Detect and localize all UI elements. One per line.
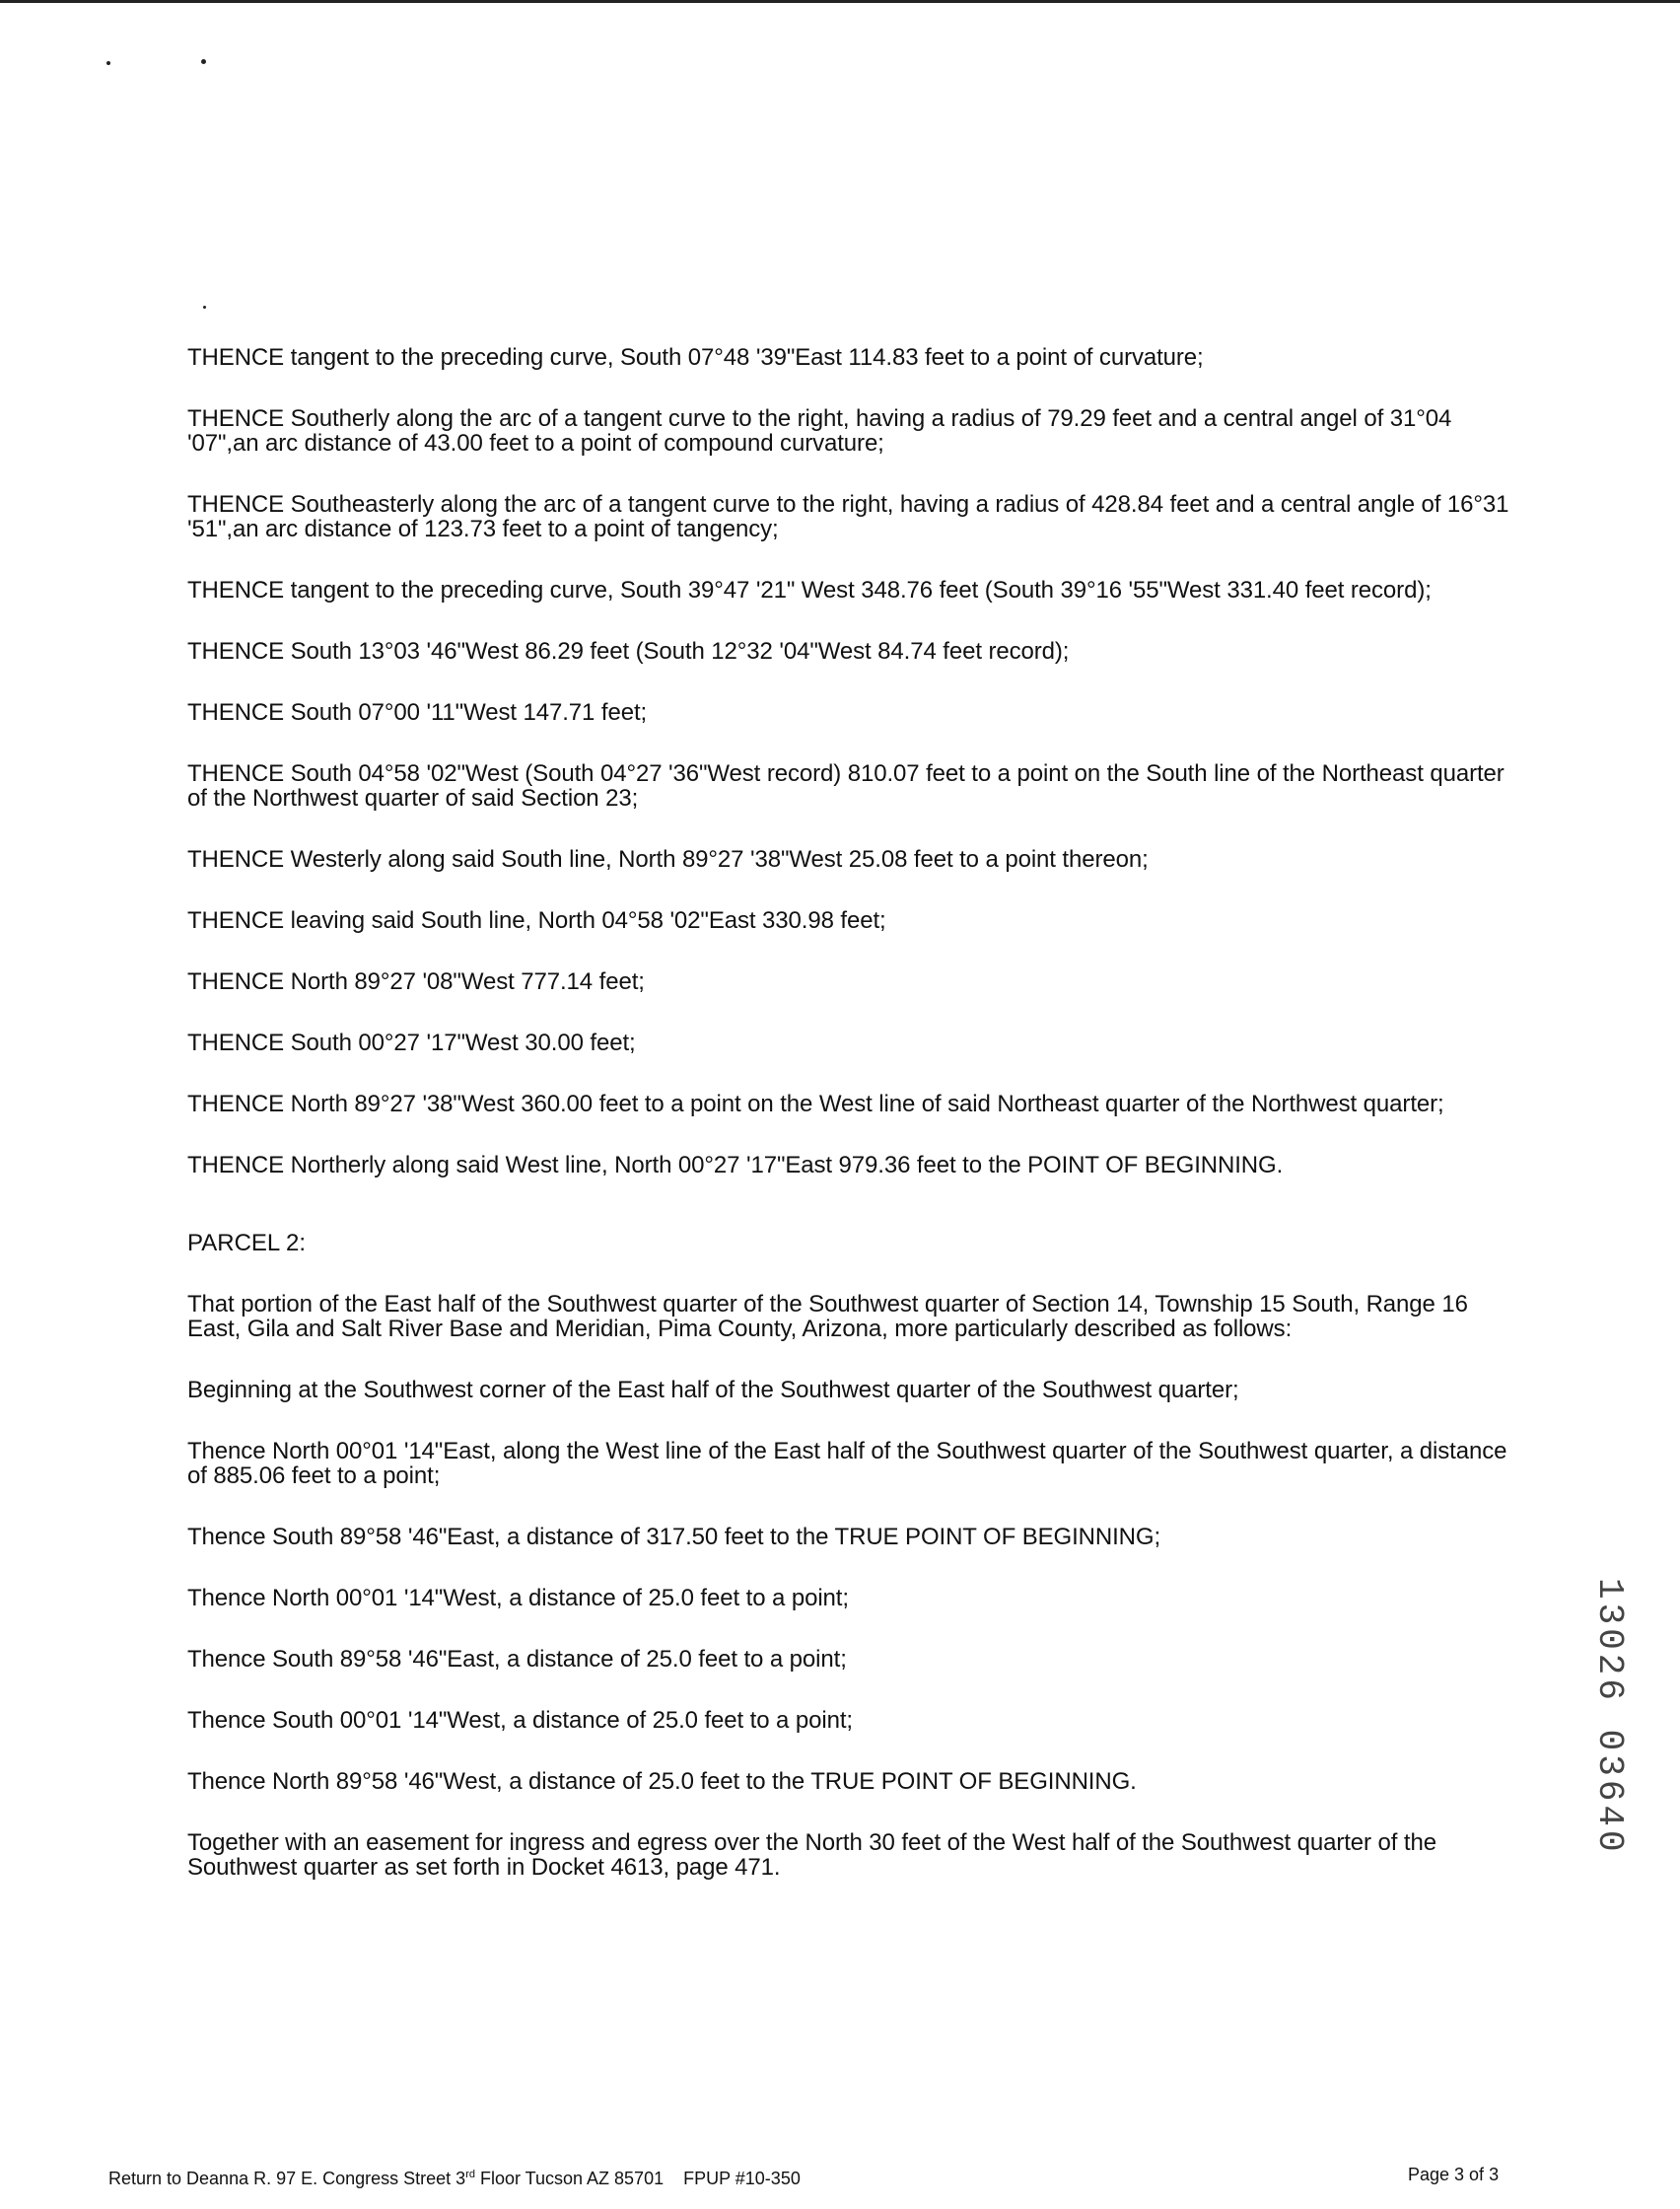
course-paragraph: THENCE Westerly along said South line, North 89°27 '38"West 25.08 feet to a point thereon; <box>187 846 1149 873</box>
footer-return-address <box>108 2165 801 2188</box>
course-paragraph: THENCE South 07°00 '11"West 147.71 feet; <box>187 699 648 726</box>
course-paragraph: THENCE Southeasterly along the arc of a tangent curve to the right, having a radius of 428.84 feet and a central angle of 16°31 '51",an arc distance of 123.73 feet to a point of tangency; <box>187 491 1509 542</box>
recording-number-text: 13026 03640 <box>1589 1578 1630 1856</box>
course-paragraph: THENCE North 89°27 '08"West 777.14 feet; <box>187 968 645 995</box>
parcel-2-paragraph: Thence North 89°58 '46"West, a distance of 25.0 feet to the TRUE POINT OF BEGINNING. <box>187 1768 1137 1795</box>
course-paragraph: THENCE Northerly along said West line, North 00°27 '17"East 979.36 feet to the POINT OF BEGINNING. <box>187 1152 1284 1178</box>
parcel-2-paragraph: Thence South 89°58 '46"East, a distance of 25.0 feet to a point; <box>187 1646 847 1673</box>
parcel-2-paragraph: Thence North 00°01 '14"East, along the West line of the East half of the Southwest quarter of the Southwest quarter, a distance of 885.06 feet to a point; <box>187 1438 1507 1489</box>
recording-number-stamp <box>1589 1578 1630 1856</box>
parcel-2-paragraph: Thence South 89°58 '46"East, a distance of 317.50 feet to the TRUE POINT OF BEGINNING; <box>187 1524 1161 1550</box>
parcel-2-paragraph: Together with an easement for ingress and egress over the North 30 feet of the West half of the Southwest quarter of the Southwest quarter as set forth in Docket 4613, page 471. <box>187 1829 1436 1881</box>
parcel-2-paragraph: Thence North 00°01 '14"West, a distance of 25.0 feet to a point; <box>187 1585 849 1611</box>
parcel-2-paragraph: Thence South 00°01 '14"West, a distance of 25.0 feet to a point; <box>187 1707 853 1734</box>
scan-speck <box>203 306 206 309</box>
footer-return-text-end: Floor Tucson AZ 85701 FPUP #10-350 <box>474 2169 801 2188</box>
footer-return-text: Return to Deanna R. 97 E. Congress Street 3 <box>108 2169 466 2188</box>
page-number: Page 3 of 3 <box>1408 2165 1500 2184</box>
parcel-2-paragraph: That portion of the East half of the Southwest quarter of the Southwest quarter of Section 14, Township 15 South, Range 16 East, Gila and Salt River Base and Meridian, Pima County, Arizona, more particularly described as follows: <box>187 1291 1468 1342</box>
course-paragraph: THENCE South 04°58 '02"West (South 04°27 '36"West record) 810.07 feet to a point on the South line of the Northeast quarter of the Northwest quarter of said Section 23; <box>187 760 1505 812</box>
scan-speck <box>201 59 206 64</box>
course-paragraph: THENCE Southerly along the arc of a tangent curve to the right, having a radius of 79.29 feet and a central angel of 31°04 '07",an arc distance of 43.00 feet to a point of compound curvature; <box>187 405 1452 457</box>
scan-speck <box>106 61 110 65</box>
course-paragraph: THENCE North 89°27 '38"West 360.00 feet to a point on the West line of said Northeast quarter of the Northwest quarter; <box>187 1091 1444 1117</box>
top-edge-rule <box>0 0 1680 3</box>
parcel-2-heading: PARCEL 2: <box>187 1230 307 1256</box>
legal-description-body <box>187 345 1518 1916</box>
parcel-2-paragraph: Beginning at the Southwest corner of the East half of the Southwest quarter of the Southwest quarter; <box>187 1377 1239 1403</box>
course-paragraph: THENCE South 00°27 '17"West 30.00 feet; <box>187 1030 636 1056</box>
course-paragraph: THENCE tangent to the preceding curve, South 39°47 '21" West 348.76 feet (South 39°16 '55"West 331.40 feet record); <box>187 577 1432 604</box>
course-paragraph: THENCE tangent to the preceding curve, South 07°48 '39"East 114.83 feet to a point of curvature; <box>187 344 1204 371</box>
course-paragraph: THENCE leaving said South line, North 04°58 '02"East 330.98 feet; <box>187 907 886 934</box>
course-paragraph: THENCE South 13°03 '46"West 86.29 feet (South 12°32 '04"West 84.74 feet record); <box>187 638 1070 665</box>
footer-return-superscript: rd <box>465 2169 475 2180</box>
